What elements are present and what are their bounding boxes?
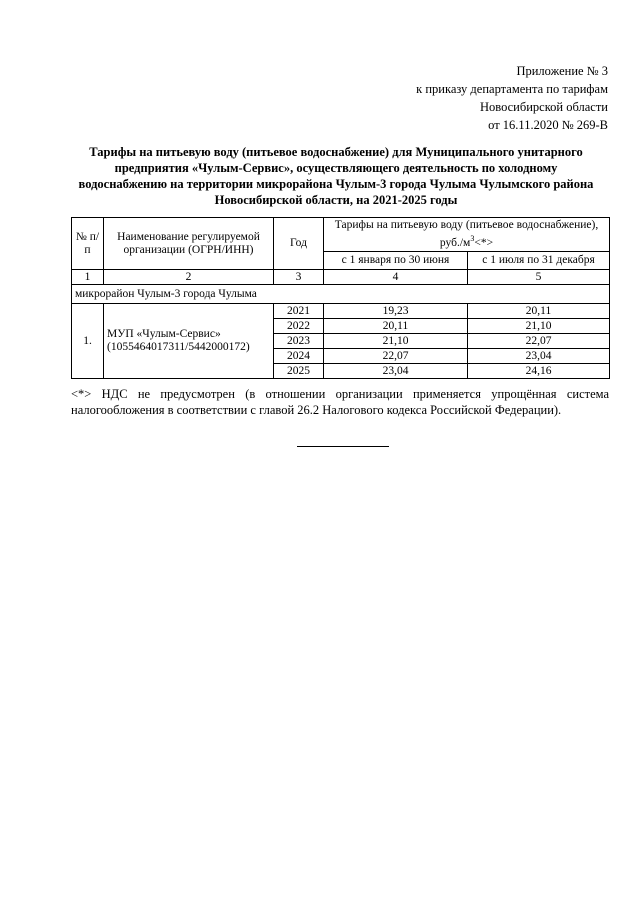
colnum-2: 2 [104,270,274,285]
region-name: Новосибирской области [479,100,608,114]
colnum-5: 5 [468,270,610,285]
year-cell: 2023 [274,334,324,349]
tariff-period1: 22,07 [324,349,468,364]
header-tariff-sup: 3 [470,234,475,244]
header-tariff-suffix: <*> [474,236,494,249]
footnote: <*> НДС не предусмотрен (в отношении организации применяется упрощённая система налогообложения в соответствии с главой 26.2 Налогового кодекса Российской Федерации). [71,387,609,417]
tariff-period2: 22,07 [468,334,610,349]
header-tariff [324,218,610,252]
organization-name: МУП «Чулым-Сервис» (1055464017311/5442000172) [104,304,274,379]
colnum-4: 4 [324,270,468,285]
row-number: 1. [72,304,104,379]
end-separator-line [297,446,389,447]
header-num: № п/п [72,218,104,270]
tariff-period2: 21,10 [468,319,610,334]
order-reference: к приказу департамента по тарифам [416,82,608,96]
order-date: от 16.11.2020 № 269-В [488,118,608,132]
header-tariff-text: Тарифы на питьевую воду (питьевое водоснабжение), руб./м [334,219,599,249]
year-cell: 2024 [274,349,324,364]
header-year: Год [274,218,324,270]
header-period2: с 1 июля по 31 декабря [468,252,610,270]
section-title: микрорайон Чулым-3 города Чулыма [72,285,610,304]
year-cell: 2022 [274,319,324,334]
year-cell: 2025 [274,364,324,379]
tariff-period2: 20,11 [468,304,610,319]
appendix-number: Приложение № 3 [516,64,608,78]
tariff-period2: 23,04 [468,349,610,364]
tariff-period1: 20,11 [324,319,468,334]
year-cell: 2021 [274,304,324,319]
colnum-3: 3 [274,270,324,285]
tariff-period2: 24,16 [468,364,610,379]
column-numbers-row [72,270,610,285]
appendix-header [416,62,608,134]
document-title: Тарифы на питьевую воду (питьевое водоснабжение) для Муниципального унитарного предприятия «Чулым-Сервис», осуществляющего деятельность по холодному водоснабжению на территории микрорайона Чулым-3 города Чулыма Чулымского района Новосибирской области, на 2021-2025 годы [78,145,594,207]
tariff-period1: 23,04 [324,364,468,379]
section-row [72,285,610,304]
table-row [72,304,610,319]
colnum-1: 1 [72,270,104,285]
table-header-row [72,218,610,252]
header-period1: с 1 января по 30 июня [324,252,468,270]
header-org: Наименование регулируемой организации (ОГРН/ИНН) [104,218,274,270]
tariff-period1: 21,10 [324,334,468,349]
tariff-table [71,217,610,379]
tariff-period1: 19,23 [324,304,468,319]
